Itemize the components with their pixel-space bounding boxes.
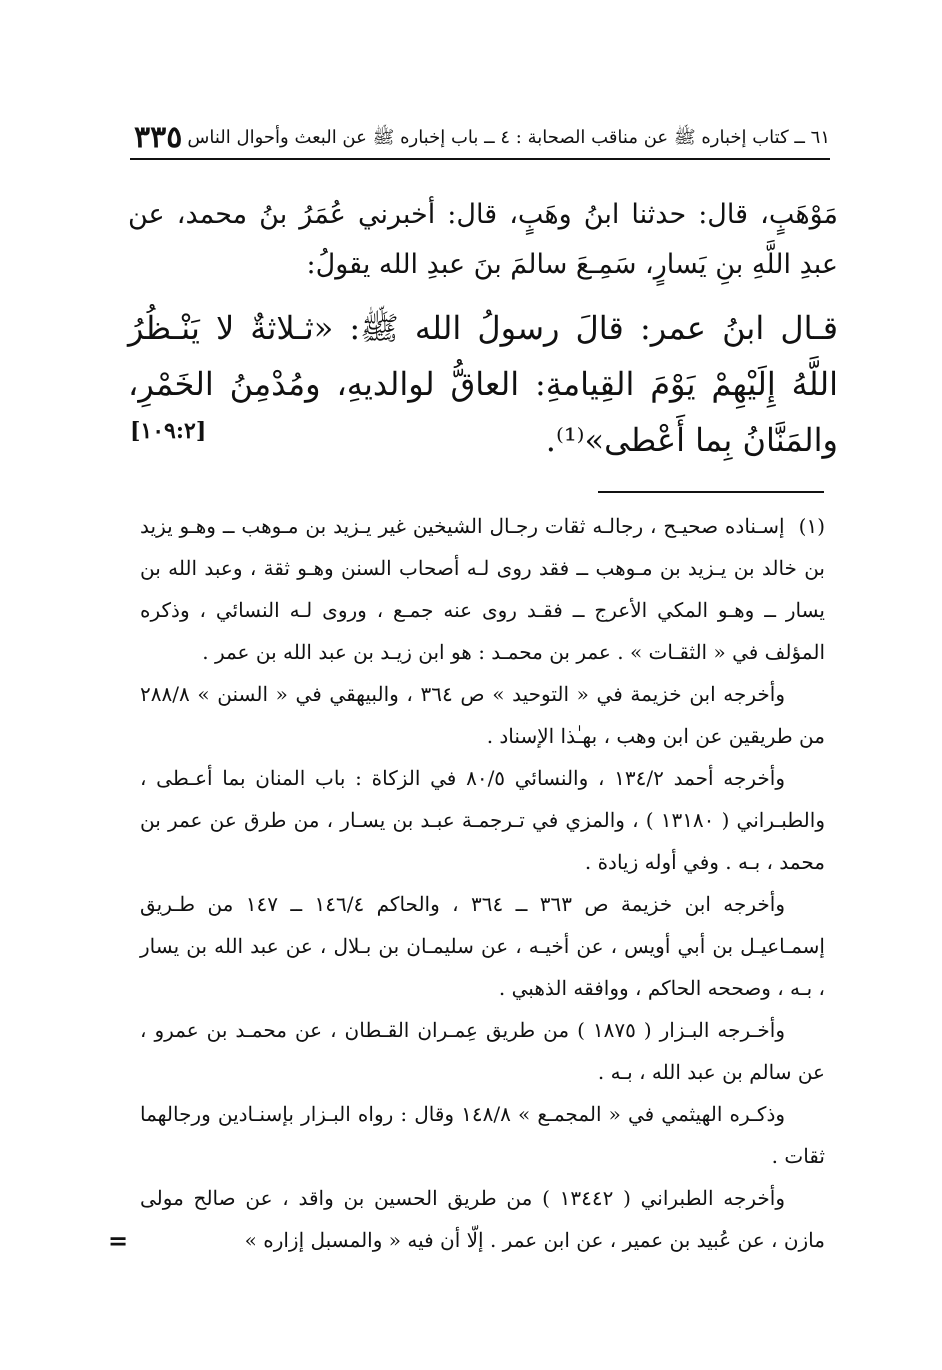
intro-paragraph: مَوْهَبٍ، قال: حدثنا ابنُ وهَبٍ، قال: أخبرني عُمَرُ بنُ محمد، عن عبدِ اللَّهِ بنِ يَسارٍ، سَمِـعَ سالمَ بنَ عبدِ الله يقولُ: <box>128 199 838 280</box>
footnote-paragraph: وأخرجه ابن خزيمة في « التوحيد » ص ٣٦٤ ، والبيهقي في « السنن » ٢٨٨/٨ من طريقين عن ابن وهب ، بهـٰذا الإسناد . <box>140 682 825 748</box>
hadith-text <box>128 300 838 468</box>
footnote-text: إسـناده صحيـح ، رجالـه ثقات رجـال الشيخين غير يـزيد بن مـوهب ــ وهـو يزيد بن خالد بن يـزيد بن مـوهب ــ فقد روى لـه أصحاب السنن وهـو ثقة ، وعبد الله بن يسار ــ وهـو المكي الأعرج ــ فقـد روى عنه جمـع ، وروى لـه النسائي ، وذكره المؤلف في « الثقـات » . عمر بن محمـد : هو ابن زيـد بن عبد الله بن عمر . <box>140 514 825 664</box>
page-header <box>130 118 830 160</box>
page-number: ٣٣٥ <box>134 120 183 155</box>
footnote-paragraph: وأخرجه ابن خزيمة ص ٣٦٣ ــ ٣٦٤ ، والحاكم ١٤٦/٤ ــ ١٤٧ من طـريق إسمـاعيـل بن أبي أويس ، عن أخيـه ، عن سليمـان بن بـلال ، عن عبد الله بن يسار ، بـه ، وصححه الحاكم ، ووافقه الذهبي . <box>140 892 825 1000</box>
main-text-intro <box>128 190 838 290</box>
footnote-separator <box>598 491 824 493</box>
continuation-mark: = <box>108 1226 129 1255</box>
hadith-paragraph: قـال ابنُ عمر: قالَ رسولُ الله ﷺ: «ثـلاثةٌ لا يَنْـظُرُ اللَّهُ إِلَيْهِمْ يَوْمَ القِيامةِ: العاقُّ لوالديهِ، ومُدْمِنُ الخَمْرِ، والمَنَّانُ بِما أَعْطى»⁽¹⁾. <box>128 309 838 459</box>
footnote-paragraph: وأخرجه الطبراني ( ١٣٤٤٢ ) من طريق الحسين بن واقد ، عن صالح مولى مازن ، عن عُبيد بن عمير ، عن ابن عمر . إلّا أن فيه « والمسبل إزاره » <box>140 1186 825 1252</box>
footnote-number: (١) <box>798 514 825 538</box>
footnote-paragraph: وأخرجه أحمد ١٣٤/٢ ، والنسائي ٨٠/٥ في الزكاة : باب المنان بما أعـطى ، والطبـراني ( ١٣١٨٠ ) ، والمزي في تـرجمـة عبـد بن يسـار ، من طرق عن عمر بن محمد ، بـه . وفي أوله زيادة . <box>140 766 825 874</box>
running-head: ٦١ ــ كتاب إخباره ﷺ عن مناقب الصحابة : ٤ ــ باب إخباره ﷺ عن البعث وأحوال الناس <box>187 127 830 148</box>
footnote-paragraph: وأخـرجه البـزار ( ١٨٧٥ ) من طريق عِمـران القـطان ، عن محمـد بن عمرو ، عن سالم بن عبد الله ، بـه . <box>140 1018 825 1084</box>
footnotes <box>140 505 825 1261</box>
footnote-paragraph: وذكـره الهيثمي في « المجمـع » ١٤٨/٨ وقال : رواه البـزار بإسنـادين ورجالهما ثقات . <box>140 1102 825 1168</box>
hadith-reference: [١٠٩:٢] <box>130 418 207 444</box>
footnote-paragraph <box>140 505 825 673</box>
